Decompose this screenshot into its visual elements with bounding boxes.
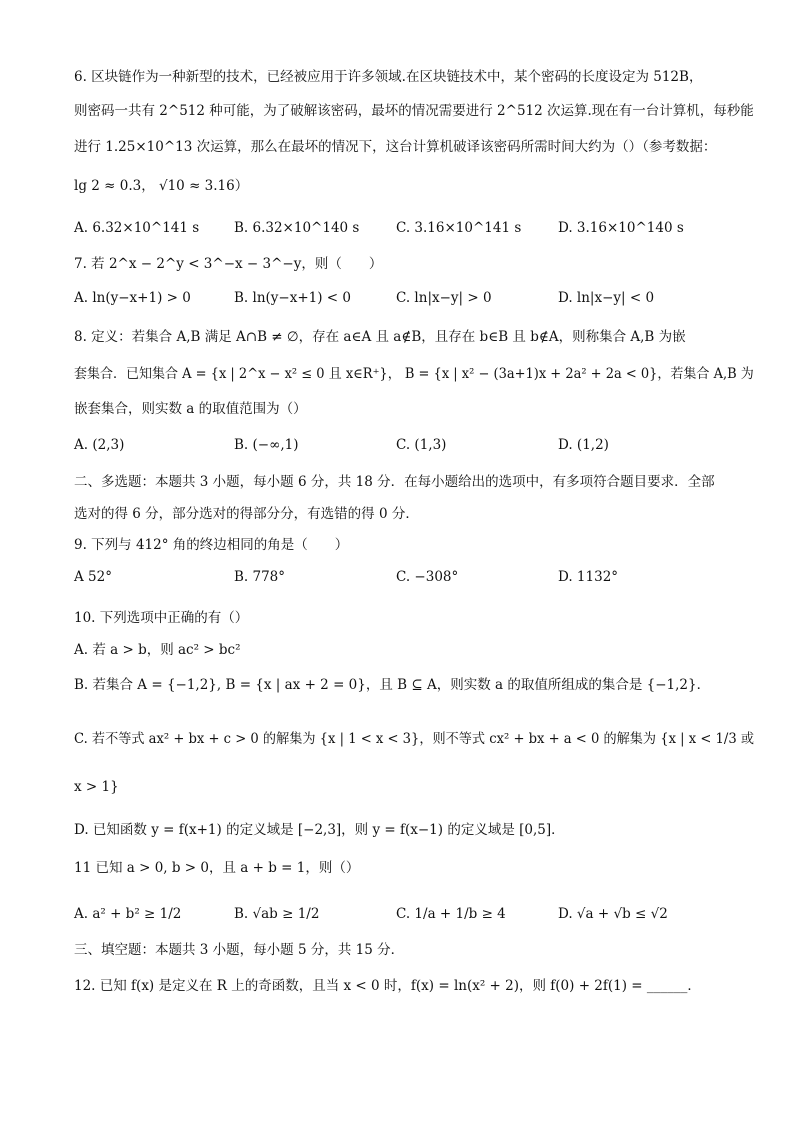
q12-line-1: 12. 已知 f(x) 是定义在 R 上的奇函数，且当 x < 0 时，f(x) = ln(x² + 2)，则 f(0) + 2f(1) = ______． (74, 978, 701, 994)
q10-option-c-line-1: C. 若不等式 ax² + bx + c > 0 的解集为 {x | 1 < x < 3}，则不等式 cx² + bx + a < 0 的解集为 {x | x < 1/3 或 (74, 731, 755, 747)
q11-option-b: B. √ab ≥ 1/2 (234, 906, 320, 922)
q8-option-a: A. (2,3) (74, 437, 125, 453)
q8-line-3: 嵌套集合，则实数 a 的取值范围为（） (74, 401, 307, 417)
q9-option-b: B. 778° (234, 569, 286, 585)
q7-option-b: B. ln(y−x+1) < 0 (234, 290, 351, 306)
q10-option-d: D. 已知函数 y = f(x+1) 的定义域是 [−2,3]，则 y = f(x−1) 的定义域是 [0,5]． (74, 822, 565, 838)
q9-option-c: C. −308° (396, 569, 459, 585)
q6-line-3: 进行 1.25×10^13 次运算，那么在最坏的情况下，这台计算机破译该密码所需时间大约为（）（参考数据： (74, 139, 717, 155)
q10-option-a: A. 若 a > b，则 ac² > bc² (74, 642, 241, 658)
q6-line-4: lg 2 ≈ 0.3， √10 ≈ 3.16） (74, 178, 249, 194)
q8-line-1: 8. 定义：若集合 A,B 满足 A∩B ≠ ∅，存在 a∈A 且 a∉B，且存在 b∈B 且 b∉A，则称集合 A,B 为嵌 (74, 329, 686, 345)
section2-line-1: 二、多选题：本题共 3 小题，每小题 6 分，共 18 分．在每小题给出的选项中，有多项符合题目要求．全部 (74, 474, 715, 490)
q9-options (74, 566, 734, 588)
q6-options (74, 217, 734, 239)
q11-option-c: C. 1/a + 1/b ≥ 4 (396, 906, 506, 922)
q8-option-b: B. (−∞,1) (234, 437, 299, 453)
q8-options (74, 434, 734, 456)
q7-option-d: D. ln|x−y| < 0 (558, 290, 655, 306)
q6-line-1: 6. 区块链作为一种新型的技术，已经被应用于许多领域.在区块链技术中，某个密码的长度设定为 512B， (74, 69, 703, 85)
q11-option-a: A. a² + b² ≥ 1/2 (74, 906, 182, 922)
section2-line-2: 选对的得 6 分，部分选对的得部分分，有选错的得 0 分． (74, 506, 419, 522)
q9-line-1: 9. 下列与 412° 角的终边相同的角是（ ） (74, 537, 349, 553)
q6-option-c: C. 3.16×10^141 s (396, 220, 522, 236)
q11-options (74, 903, 734, 925)
q6-option-a: A. 6.32×10^141 s (74, 220, 200, 236)
section3-line-1: 三、填空题：本题共 3 小题，每小题 5 分，共 15 分． (74, 942, 405, 958)
q8-option-c: C. (1,3) (396, 437, 447, 453)
q9-option-d: D. 1132° (558, 569, 619, 585)
q6-option-d: D. 3.16×10^140 s (558, 220, 684, 236)
q8-option-d: D. (1,2) (558, 437, 609, 453)
q6-line-2: 则密码一共有 2^512 种可能，为了破解该密码，最坏的情况需要进行 2^512 次运算.现在有一台计算机，每秒能 (74, 103, 754, 119)
q10-option-c-line-2: x > 1} (74, 779, 119, 795)
q9-option-a: A 52° (74, 569, 112, 585)
q10-line-1: 10. 下列选项中正确的有（） (74, 610, 249, 626)
q7-option-a: A. ln(y−x+1) > 0 (74, 290, 191, 306)
q11-line-1: 11 已知 a > 0, b > 0，且 a + b = 1，则（） (74, 860, 360, 876)
q7-option-c: C. ln|x−y| > 0 (396, 290, 492, 306)
q6-option-b: B. 6.32×10^140 s (234, 220, 360, 236)
q7-line-1: 7. 若 2^x − 2^y < 3^−x − 3^−y，则（ ） (74, 256, 383, 272)
q11-option-d: D. √a + √b ≤ √2 (558, 906, 668, 922)
q8-line-2: 套集合．已知集合 A = {x | 2^x − x² ≤ 0 且 x∈R⁺}， B = {x | x² − (3a+1)x + 2a² + 2a < 0}，若集合 A,B 为 (74, 366, 754, 382)
q7-options (74, 287, 734, 309)
q10-option-b: B. 若集合 A = {−1,2}, B = {x | ax + 2 = 0}，且 B ⊆ A，则实数 a 的取值所组成的集合是 {−1,2}． (74, 677, 711, 693)
